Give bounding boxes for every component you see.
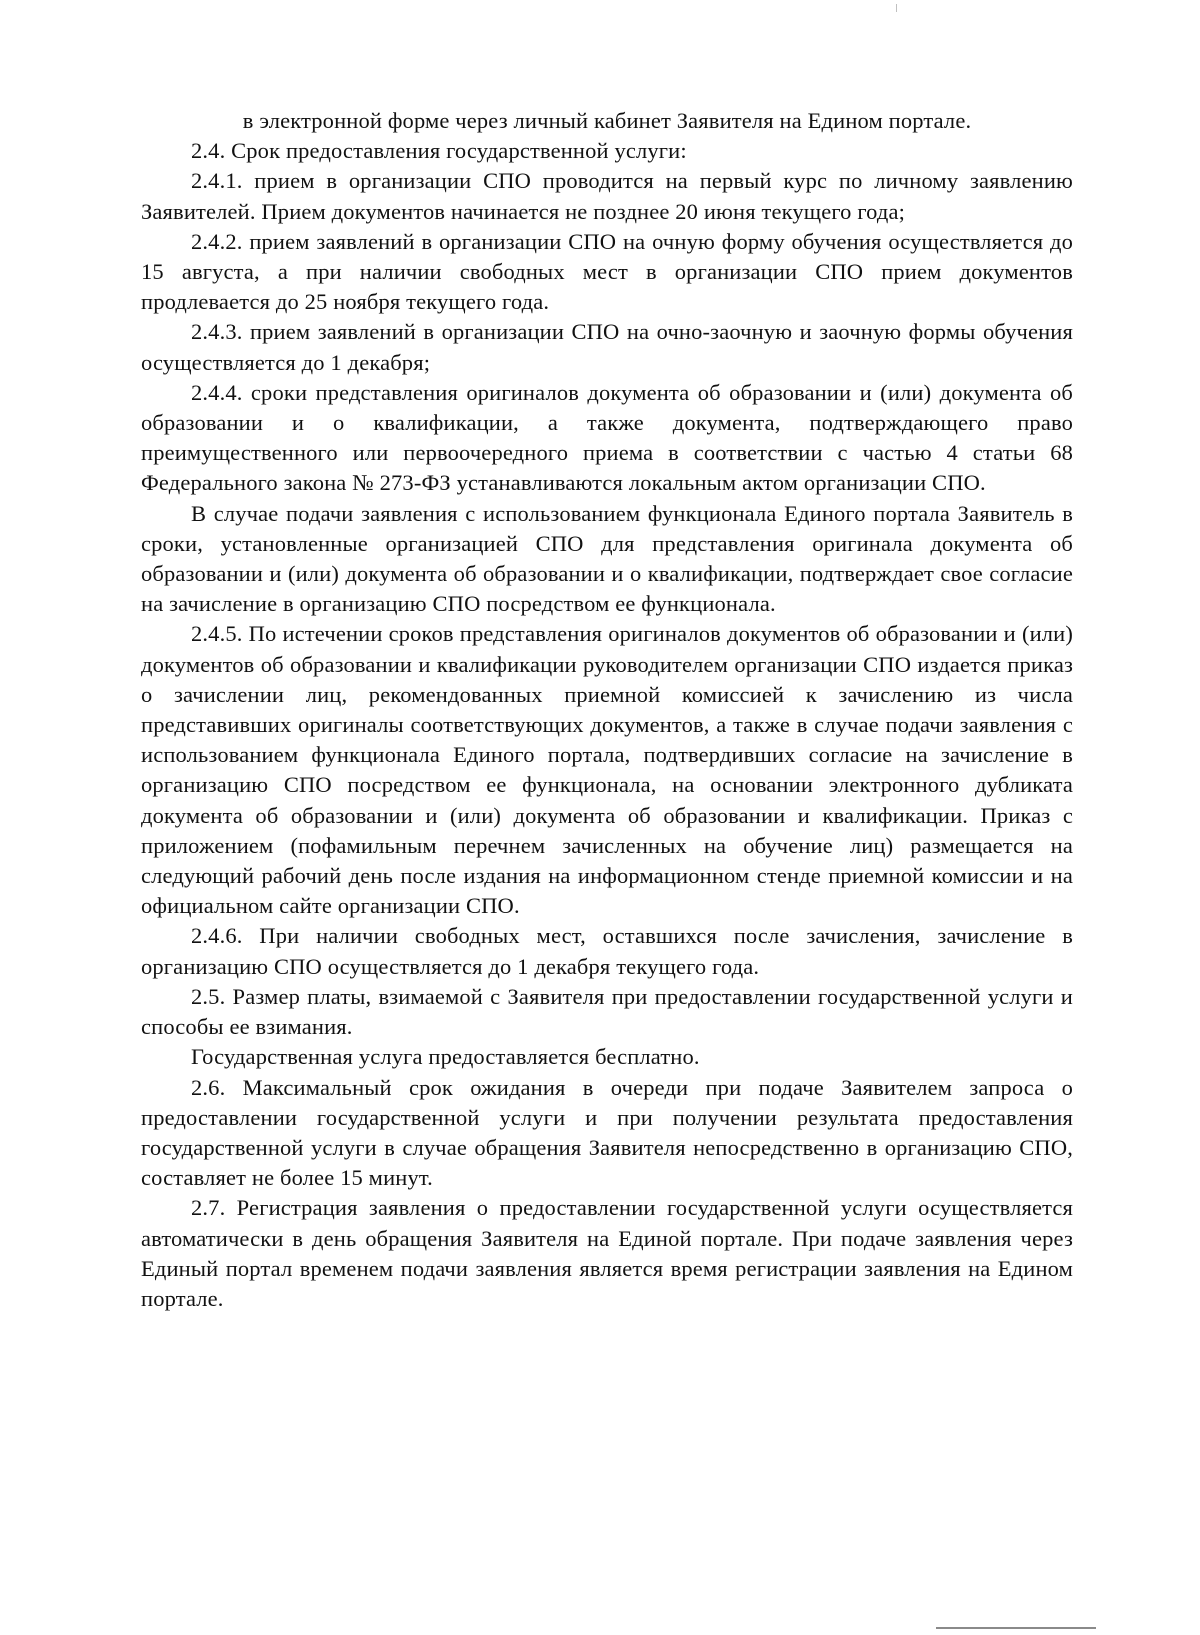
paragraph-2-4-5: 2.4.5. По истечении сроков представления оригиналов документов об образовании и (или) документов об образовании и квалификации руководителем организации СПО издается приказ о зачислении лиц, рекомендованных приемной комиссией к зачислению из числа представивших оригиналы соответствующих документов, а также в случае подачи заявления с использованием функционала Единого портала, подтвердивших согласие на зачисление в организацию СПО посредством ее функционала, на основании электронного дубликата документа об образовании и (или) документа об образовании и квалификации. Приказ с приложением (пофамильным перечнем зачисленных на обучение лиц) размещается на следующий рабочий день после издания на информационном стенде приемной комиссии и на официальном сайте организации СПО.	[141, 621, 1073, 919]
paragraph-2-4-2: 2.4.2. прием заявлений в организации СПО на очную форму обучения осуществляется до 15 августа, а при наличии свободных мест в организации СПО прием документов продлевается до 25 ноября текущего года.	[141, 228, 1073, 315]
paragraph-2-6: 2.6. Максимальный срок ожидания в очереди при подаче Заявителем запроса о предоставлении государственной услуги и при получении результата предоставления государственной услуги в случае обращения Заявителя непосредственно в организацию СПО, составляет не более 15 минут.	[141, 1074, 1073, 1191]
paragraph-portal-consent: В случае подачи заявления с использованием функционала Единого портала Заявитель в сроки, установленные организацией СПО для представления оригинала документа об образовании и (или) документа об образовании и о квалификации, подтверждает свое согласие на зачисление в организацию СПО посредством ее функционала.	[141, 500, 1073, 617]
scan-artifact-top	[896, 4, 897, 12]
paragraph-2-4-6: 2.4.6. При наличии свободных мест, оставшихся после зачисления, зачисление в организацию СПО осуществляется до 1 декабря текущего года.	[141, 923, 1073, 979]
paragraph-2-7: 2.7. Регистрация заявления о предоставлении государственной услуги осуществляется автоматически в день обращения Заявителя на Единой портале. При подаче заявления через Единый портал временем подачи заявления является время регистрации заявления на Едином портале.	[141, 1195, 1073, 1311]
paragraph-2-4-4: 2.4.4. сроки представления оригиналов документа об образовании и (или) документа об образовании и о квалификации, а также документа, подтверждающего право преимущественного или первоочередного приема в соответствии с частью 4 статьи 68 Федерального закона № 273-ФЗ устанавливаются локальным актом организации СПО.	[141, 379, 1073, 496]
paragraph-continuation: в электронной форме через личный кабинет Заявителя на Едином портале.	[242, 108, 972, 133]
document-page	[141, 106, 1073, 1314]
scan-artifact-bottom	[936, 1627, 1096, 1629]
paragraph-2-4-1: 2.4.1. прием в организации СПО проводится на первый курс по личному заявлению Заявителей. Прием документов начинается не позднее 20 июня текущего года;	[141, 168, 1073, 224]
paragraph-2-4-3: 2.4.3. прием заявлений в организации СПО на очно-заочную и заочную формы обучения осуществляется до 1 декабря;	[141, 319, 1073, 375]
paragraph-2-5: 2.5. Размер платы, взимаемой с Заявителя при предоставлении государственной услуги и способы ее взимания.	[141, 983, 1073, 1040]
paragraph-free-service: Государственная услуга предоставляется бесплатно.	[191, 1044, 700, 1070]
paragraph-2-4: 2.4. Срок предоставления государственной услуги:	[191, 138, 687, 164]
